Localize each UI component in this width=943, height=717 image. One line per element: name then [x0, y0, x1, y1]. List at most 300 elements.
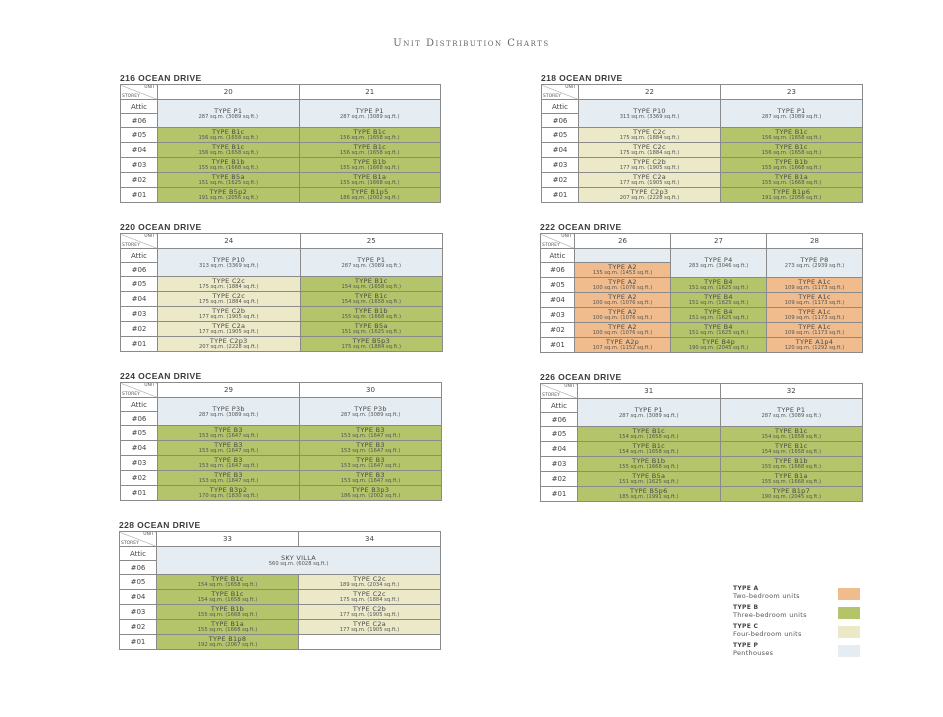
unit-size: 155 sq.m. (1668 sq.ft.) — [198, 165, 258, 171]
unit-size: 100 sq.m. (1076 sq.ft.) — [592, 330, 653, 336]
unit-type: TYPE B3 — [356, 456, 385, 464]
page-title: Unit Distribution Charts — [393, 38, 550, 49]
unit-cell — [158, 188, 300, 203]
legend-item — [733, 623, 863, 642]
floor-label: #03 — [542, 158, 579, 173]
attic-unit-cell — [578, 399, 721, 427]
unit-type: TYPE B1p7 — [772, 487, 811, 495]
unit-cell — [300, 426, 442, 441]
legend-item — [733, 585, 863, 604]
unit-size: 153 sq.m. (1647 sq.ft.) — [340, 448, 401, 454]
unit-size: 154 sq.m. (1658 sq.ft.) — [761, 449, 821, 455]
unit-size: 155 sq.m. (1668 sq.ft.) — [341, 314, 401, 320]
attic-unit-cell — [721, 100, 863, 128]
unit-size: 177 sq.m. (1905 sq.ft.) — [619, 180, 680, 186]
unit-cell — [578, 427, 721, 442]
unit-number: 31 — [578, 384, 721, 399]
unit-type: TYPE P3b — [354, 404, 387, 413]
unit-cell — [300, 277, 443, 292]
floor-label: #05 — [541, 278, 575, 293]
corner-unit-label: UNIT — [144, 234, 155, 239]
floor-label: #01 — [121, 486, 158, 501]
unit-cell — [300, 292, 443, 307]
unit-cell — [721, 188, 863, 203]
floor-label: #02 — [541, 472, 578, 487]
unit-size: 107 sq.m. (1152 sq.ft.) — [592, 345, 653, 351]
unit-table — [120, 382, 442, 501]
floor-label: #03 — [121, 307, 158, 322]
unit-cell — [575, 308, 671, 323]
unit-cell — [720, 427, 863, 442]
unit-cell — [299, 575, 441, 590]
floor-label: #05 — [120, 575, 157, 590]
unit-cell — [158, 441, 300, 456]
corner-storey-label: STOREY — [121, 541, 139, 546]
unit-size: 120 sq.m. (1292 sq.ft.) — [784, 345, 845, 351]
legend-type: TYPE P — [733, 642, 759, 649]
unit-size: 100 sq.m. (1076 sq.ft.) — [592, 300, 653, 306]
unit-size: 153 sq.m. (1647 sq.ft.) — [340, 478, 401, 484]
block-5 — [540, 372, 862, 502]
floor-label: #04 — [121, 143, 158, 158]
unit-cell — [158, 337, 301, 352]
unit-size: 109 sq.m. (1173 sq.ft.) — [784, 300, 845, 306]
corner-storey-label: STOREY — [542, 243, 560, 248]
unit-type: TYPE B1b — [354, 307, 388, 315]
unit-size: 175 sq.m. (1884 sq.ft.) — [619, 150, 680, 156]
unit-number: 29 — [158, 383, 300, 398]
unit-type: TYPE B3p2 — [209, 486, 248, 494]
unit-type: TYPE B1c — [774, 427, 808, 435]
unit-cell — [300, 337, 443, 352]
unit-type: TYPE B3p3 — [351, 486, 390, 494]
unit-type: TYPE B1b — [774, 158, 809, 166]
unit-size: 154 sq.m. (1658 sq.ft.) — [197, 582, 258, 588]
unit-number: 32 — [720, 384, 863, 399]
unit-cell — [300, 486, 442, 501]
floor-label: Attic — [121, 249, 158, 263]
unit-type: TYPE B3 — [356, 471, 385, 479]
legend-item — [733, 642, 863, 661]
unit-type: TYPE C2c — [633, 128, 666, 136]
floor-label: #01 — [121, 337, 158, 352]
block-4 — [120, 371, 441, 501]
unit-size: 287 sq.m. (3089 sq.ft.) — [339, 113, 400, 120]
unit-type: TYPE A1c — [798, 293, 831, 301]
unit-cell — [671, 338, 767, 353]
unit-size: 560 sq.m. (6028 sq.ft.) — [268, 560, 329, 567]
floor-label: #01 — [541, 487, 578, 502]
unit-type: TYPE B3 — [356, 426, 385, 434]
unit-cell — [157, 620, 299, 635]
legend — [733, 585, 863, 661]
unit-type: TYPE B1c — [211, 575, 244, 583]
floor-label: #02 — [121, 173, 158, 188]
unit-type: TYPE P1 — [634, 405, 663, 414]
unit-cell — [575, 338, 671, 353]
unit-size: 151 sq.m. (1625 sq.ft.) — [198, 180, 258, 186]
unit-type: TYPE B1c — [211, 590, 244, 598]
unit-size: 175 sq.m. (1884 sq.ft.) — [198, 299, 259, 305]
unit-number: 24 — [158, 234, 301, 249]
unit-type: TYPE A1c — [798, 323, 831, 331]
unit-cell — [157, 635, 299, 650]
unit-cell — [158, 292, 301, 307]
unit-cell — [299, 143, 441, 158]
unit-size: 175 sq.m. (1884 sq.ft.) — [619, 135, 680, 141]
unit-cell — [158, 322, 301, 337]
unit-type: TYPE B3 — [356, 441, 385, 449]
unit-table — [541, 84, 863, 203]
unit-type: TYPE C2c — [212, 277, 246, 285]
legend-swatch — [838, 588, 860, 600]
unit-type: TYPE B4 — [704, 293, 733, 301]
unit-size: 287 sq.m. (3089 sq.ft.) — [761, 412, 821, 419]
unit-cell — [579, 188, 721, 203]
unit-size: 156 sq.m. (1658 sq.ft.) — [339, 135, 400, 141]
unit-size: 100 sq.m. (1076 sq.ft.) — [592, 315, 653, 321]
unit-type: TYPE B5p2 — [209, 188, 248, 196]
unit-size: 287 sq.m. (3089 sq.ft.) — [340, 411, 401, 418]
unit-cell — [299, 158, 441, 173]
unit-type: TYPE B4 — [704, 323, 733, 331]
legend-desc: Four-bedroom units — [733, 630, 802, 638]
unit-type: TYPE B1c — [211, 143, 245, 151]
unit-size: 170 sq.m. (1830 sq.ft.) — [198, 493, 259, 499]
unit-cell — [721, 128, 863, 143]
legend-desc: Two-bedroom units — [733, 592, 800, 600]
unit-type: TYPE B5a — [211, 173, 245, 181]
unit-size: 155 sq.m. (1668 sq.ft.) — [761, 479, 821, 485]
unit-cell — [300, 322, 443, 337]
unit-type: TYPE B1p5 — [350, 188, 389, 196]
unit-size: 156 sq.m. (1658 sq.ft.) — [339, 150, 400, 156]
unit-size: 153 sq.m. (1647 sq.ft.) — [198, 478, 259, 484]
unit-type: TYPE P1 — [777, 106, 806, 115]
unit-type: TYPE C2b — [632, 158, 667, 166]
unit-size: 186 sq.m. (2002 sq.ft.) — [340, 493, 401, 499]
unit-type: TYPE B1c — [775, 128, 808, 136]
unit-type: TYPE B1c — [632, 427, 666, 435]
unit-type: TYPE B5p6 — [629, 487, 668, 495]
unit-cell — [158, 128, 300, 143]
unit-cell — [575, 278, 671, 293]
unit-cell — [299, 188, 441, 203]
unit-type: TYPE P1 — [777, 405, 806, 414]
floor-label: #03 — [120, 605, 157, 620]
unit-type: TYPE A2p — [605, 338, 640, 346]
unit-type: TYPE B1a — [210, 620, 244, 628]
unit-type: TYPE B1c — [775, 143, 808, 151]
unit-size: 153 sq.m. (1647 sq.ft.) — [198, 463, 259, 469]
floor-label: #04 — [120, 590, 157, 605]
unit-size: 155 sq.m. (1668 sq.ft.) — [761, 464, 821, 470]
unit-cell — [721, 158, 863, 173]
floor-label: Attic — [541, 249, 575, 263]
unit-type: TYPE B3 — [214, 456, 243, 464]
unit-type: TYPE A2 — [608, 323, 637, 331]
floor-label: #02 — [121, 322, 158, 337]
unit-cell — [158, 426, 300, 441]
attic-unit-cell — [300, 398, 442, 426]
unit-type: TYPE B1c — [354, 277, 388, 285]
floor-label: Attic — [121, 398, 158, 412]
block-name: 228 OCEAN DRIVE — [119, 520, 201, 530]
corner-storey-label: STOREY — [122, 243, 140, 248]
unit-cell — [721, 143, 863, 158]
unit-size: 190 sq.m. (2045 sq.ft.) — [761, 494, 821, 500]
unit-cell — [299, 173, 441, 188]
unit-type: TYPE B1a — [774, 173, 808, 181]
unit-cell — [767, 323, 863, 338]
floor-label: Attic — [121, 100, 158, 114]
unit-type: TYPE B4 — [704, 278, 733, 286]
unit-number: 30 — [300, 383, 442, 398]
unit-type: TYPE B1a — [353, 173, 387, 181]
unit-size: 191 sq.m. (2056 sq.ft.) — [198, 195, 258, 201]
unit-type: TYPE B1b — [211, 158, 245, 166]
unit-type: TYPE B4p — [701, 338, 736, 346]
block-name: 220 OCEAN DRIVE — [120, 222, 202, 232]
unit-cell — [579, 143, 721, 158]
unit-cell — [579, 158, 721, 173]
unit-cell — [579, 173, 721, 188]
unit-type: TYPE C2c — [353, 590, 386, 598]
unit-type: TYPE B1b — [774, 457, 808, 465]
unit-type: TYPE P8 — [800, 256, 829, 264]
unit-size: 154 sq.m. (1658 sq.ft.) — [197, 597, 258, 603]
unit-size: 190 sq.m. (2045 sq.ft.) — [688, 345, 749, 351]
unit-number: 33 — [157, 532, 299, 547]
floor-label: #04 — [541, 442, 578, 457]
legend-swatch — [838, 626, 860, 638]
unit-size: 313 sq.m. (3369 sq.ft.) — [198, 262, 259, 269]
unit-cell — [575, 293, 671, 308]
unit-size: 287 sq.m. (3089 sq.ft.) — [761, 113, 822, 120]
unit-size: 100 sq.m. (1076 sq.ft.) — [592, 285, 653, 291]
unit-size: 151 sq.m. (1625 sq.ft.) — [341, 329, 401, 335]
unit-size: 135 sq.m. (1453 sq.ft.) — [592, 270, 653, 276]
unit-cell — [578, 487, 721, 502]
unit-cell — [158, 173, 300, 188]
unit-number: 25 — [300, 234, 443, 249]
unit-type: TYPE B3 — [214, 441, 243, 449]
unit-cell — [299, 128, 441, 143]
unit-size: 175 sq.m. (1884 sq.ft.) — [198, 284, 259, 290]
unit-size: 151 sq.m. (1625 sq.ft.) — [688, 285, 749, 291]
unit-cell — [721, 173, 863, 188]
unit-cell — [158, 277, 301, 292]
unit-type: TYPE B1c — [632, 442, 666, 450]
block-name: 226 OCEAN DRIVE — [540, 372, 622, 382]
unit-number: 21 — [299, 85, 441, 100]
attic-unit-cell — [158, 100, 300, 128]
unit-size: 175 sq.m. (1884 sq.ft.) — [339, 597, 400, 603]
unit-size: 287 sq.m. (3089 sq.ft.) — [198, 113, 258, 120]
unit-size: 177 sq.m. (1905 sq.ft.) — [198, 314, 259, 320]
unit-cell — [300, 307, 443, 322]
unit-cell — [300, 441, 442, 456]
unit-number: 34 — [299, 532, 441, 547]
unit-type: TYPE B3 — [214, 471, 243, 479]
unit-size: 154 sq.m. (1658 sq.ft.) — [341, 299, 401, 305]
unit-size: 287 sq.m. (3089 sq.ft.) — [198, 411, 259, 418]
attic-unit-cell — [767, 249, 863, 278]
unit-size: 151 sq.m. (1625 sq.ft.) — [618, 479, 679, 485]
floor-label: #05 — [542, 128, 579, 143]
unit-storey-corner — [541, 384, 578, 399]
block-0 — [120, 73, 440, 203]
unit-cell — [578, 472, 721, 487]
corner-unit-label: UNIT — [144, 85, 155, 90]
unit-cell — [720, 442, 863, 457]
unit-size: 109 sq.m. (1173 sq.ft.) — [784, 330, 845, 336]
unit-size: 156 sq.m. (1658 sq.ft.) — [198, 150, 258, 156]
unit-type: TYPE A1c — [798, 308, 831, 316]
unit-cell — [158, 143, 300, 158]
unit-cell — [578, 442, 721, 457]
unit-number: 22 — [579, 85, 721, 100]
unit-cell — [671, 278, 767, 293]
unit-cell — [671, 293, 767, 308]
unit-size: 287 sq.m. (3089 sq.ft.) — [618, 412, 679, 419]
corner-storey-label: STOREY — [122, 392, 140, 397]
unit-number: 28 — [767, 234, 863, 249]
corner-storey-label: STOREY — [543, 94, 561, 99]
floor-label: #01 — [120, 635, 157, 650]
unit-cell — [300, 471, 442, 486]
unit-type: TYPE P10 — [212, 255, 246, 264]
floor-label: #02 — [541, 323, 575, 338]
unit-type: TYPE C2b — [212, 307, 246, 315]
block-name: 222 OCEAN DRIVE — [540, 222, 622, 232]
floor-label: #06 — [121, 412, 158, 426]
block-3 — [540, 222, 862, 353]
unit-size: 151 sq.m. (1625 sq.ft.) — [688, 330, 749, 336]
floor-label: #04 — [121, 441, 158, 456]
floor-label: #01 — [121, 188, 158, 203]
unit-type: TYPE B5a — [632, 472, 666, 480]
block-name: 216 OCEAN DRIVE — [120, 73, 202, 83]
floor-label: Attic — [120, 547, 157, 561]
unit-cell — [575, 263, 671, 278]
unit-number: 20 — [158, 85, 300, 100]
unit-storey-corner — [121, 383, 158, 398]
unit-cell — [579, 128, 721, 143]
floor-label: #05 — [121, 277, 158, 292]
floor-label: Attic — [542, 100, 579, 114]
floor-label: #03 — [121, 456, 158, 471]
unit-cell — [767, 308, 863, 323]
unit-cell — [300, 456, 442, 471]
unit-size: 153 sq.m. (1647 sq.ft.) — [198, 433, 259, 439]
floor-label: #03 — [541, 308, 575, 323]
unit-size: 155 sq.m. (1668 sq.ft.) — [618, 464, 679, 470]
unit-storey-corner — [121, 234, 158, 249]
unit-type: TYPE C2b — [352, 605, 387, 613]
unit-size: 177 sq.m. (1905 sq.ft.) — [339, 627, 400, 633]
attic-unit-cell — [299, 100, 441, 128]
unit-cell — [299, 590, 441, 605]
unit-type: TYPE B1c — [774, 442, 808, 450]
unit-type: TYPE C2p3 — [209, 337, 248, 345]
unit-size: 156 sq.m. (1658 sq.ft.) — [761, 150, 822, 156]
unit-size: 177 sq.m. (1905 sq.ft.) — [339, 612, 400, 618]
unit-cell — [158, 486, 300, 501]
unit-size: 153 sq.m. (1647 sq.ft.) — [340, 463, 401, 469]
attic-unit-cell — [671, 249, 767, 278]
unit-type: TYPE B3 — [214, 426, 243, 434]
corner-unit-label: UNIT — [564, 384, 575, 389]
unit-size: 191 sq.m. (2056 sq.ft.) — [761, 195, 822, 201]
unit-cell — [767, 293, 863, 308]
floor-label: #06 — [541, 413, 578, 427]
unit-size: 186 sq.m. (2002 sq.ft.) — [339, 195, 400, 201]
unit-type: TYPE B4 — [704, 308, 733, 316]
unit-size: 313 sq.m. (3369 sq.ft.) — [619, 113, 680, 120]
unit-size: 155 sq.m. (1668 sq.ft.) — [339, 165, 400, 171]
unit-size: 189 sq.m. (2034 sq.ft.) — [339, 582, 400, 588]
unit-type: TYPE P1 — [357, 255, 386, 264]
unit-type: TYPE C2c — [212, 292, 246, 300]
unit-size: 273 sq.m. (2939 sq.ft.) — [784, 263, 845, 269]
unit-type: TYPE A2 — [608, 308, 637, 316]
unit-table — [540, 383, 863, 502]
floor-label: #01 — [541, 338, 575, 353]
unit-type: TYPE B1b — [210, 605, 245, 613]
floor-label: #06 — [542, 114, 579, 128]
unit-size: 155 sq.m. (1668 sq.ft.) — [761, 180, 822, 186]
floor-label: #06 — [121, 263, 158, 277]
unit-size: 283 sq.m. (3046 sq.ft.) — [688, 263, 749, 269]
unit-cell — [671, 308, 767, 323]
unit-table — [119, 531, 441, 650]
unit-size: 155 sq.m. (1668 sq.ft.) — [339, 180, 400, 186]
legend-type: TYPE B — [733, 604, 759, 611]
unit-type: TYPE A1c — [798, 278, 831, 286]
corner-unit-label: UNIT — [565, 85, 576, 90]
attic-unit-cell — [579, 100, 721, 128]
corner-storey-label: STOREY — [122, 94, 140, 99]
unit-type: TYPE B1c — [353, 128, 387, 136]
floor-label: #02 — [542, 173, 579, 188]
unit-storey-corner — [121, 85, 158, 100]
unit-type: TYPE B1c — [353, 143, 387, 151]
floor-label: #03 — [121, 158, 158, 173]
unit-cell — [671, 323, 767, 338]
unit-cell — [720, 487, 863, 502]
unit-type: TYPE P10 — [633, 106, 666, 115]
legend-type: TYPE A — [733, 585, 759, 592]
unit-type: TYPE P4 — [704, 256, 733, 264]
unit-size: 151 sq.m. (1625 sq.ft.) — [688, 300, 749, 306]
unit-type: TYPE B1c — [211, 128, 245, 136]
unit-cell — [299, 605, 441, 620]
unit-type: TYPE P3b — [212, 404, 245, 413]
floor-label: #01 — [542, 188, 579, 203]
floor-label: #02 — [120, 620, 157, 635]
floor-label: #04 — [121, 292, 158, 307]
unit-cell — [299, 620, 441, 635]
unit-type: TYPE B1c — [354, 292, 388, 300]
corner-unit-label: UNIT — [143, 532, 154, 537]
attic-unit-cell — [157, 547, 441, 575]
attic-unit-cell — [300, 249, 443, 277]
attic-unit-cell — [720, 399, 863, 427]
unit-size: 109 sq.m. (1173 sq.ft.) — [784, 285, 845, 291]
unit-size: 207 sq.m. (2228 sq.ft.) — [198, 344, 259, 350]
unit-size: 207 sq.m. (2228 sq.ft.) — [619, 195, 680, 201]
